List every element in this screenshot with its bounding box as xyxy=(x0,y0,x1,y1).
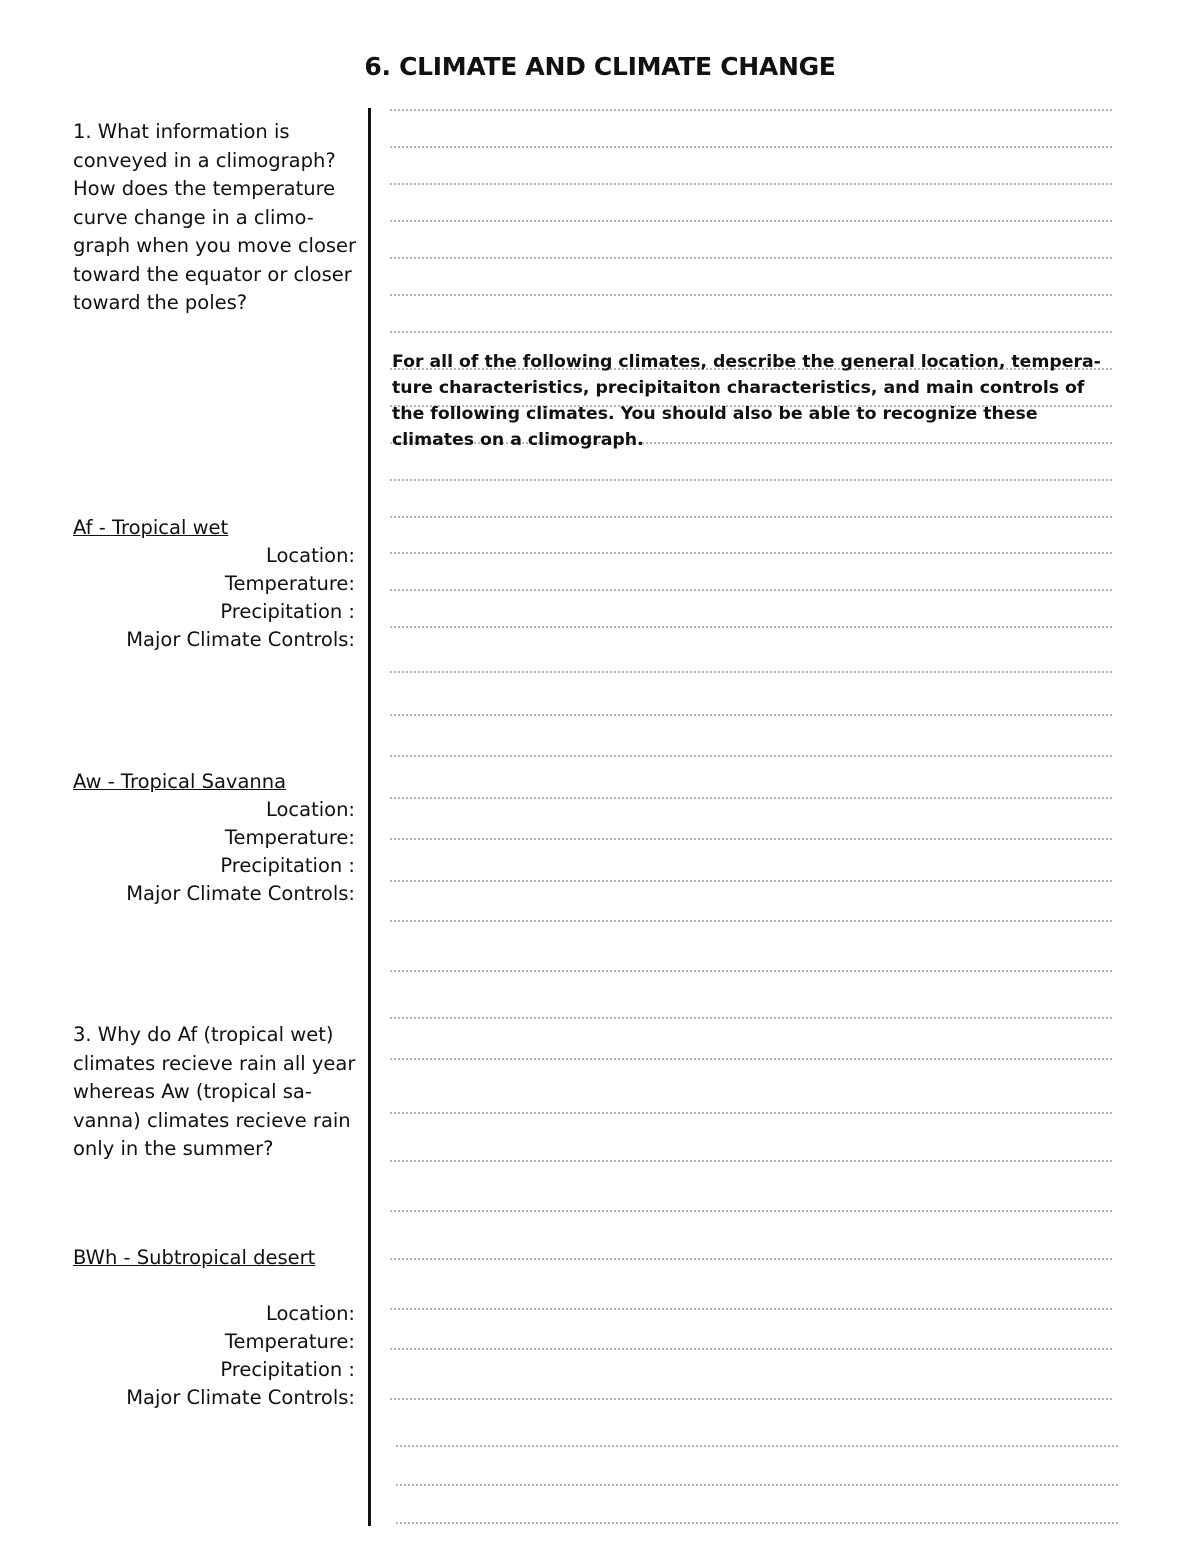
question-3: 3. Why do Af (tropical wet) climates recieve rain all year whereas Aw (tropical sa-vanna) climates recieve rain only in the summer? xyxy=(73,1023,356,1160)
climate-heading-af: Af - Tropical wet xyxy=(73,516,229,539)
aw-controls-label: Major Climate Controls: xyxy=(126,882,355,905)
answer-line xyxy=(390,257,1112,259)
answer-line xyxy=(396,1522,1118,1524)
question-1: 1. What information is conveyed in a climograph? How does the temperature curve change in a climo-graph when you move closer toward the equator or closer toward the poles? xyxy=(73,120,357,314)
answer-line xyxy=(390,1398,1112,1400)
climate-heading-bwh: BWh - Subtropical desert xyxy=(73,1246,316,1269)
answer-line xyxy=(390,516,1112,518)
climate-heading-aw: Aw - Tropical Savanna xyxy=(73,770,287,793)
answer-line xyxy=(390,1348,1112,1350)
answer-line xyxy=(390,1017,1112,1019)
answer-line xyxy=(390,797,1112,799)
answer-line xyxy=(390,294,1112,296)
af-controls-label: Major Climate Controls: xyxy=(126,628,355,651)
answer-line xyxy=(390,1308,1112,1310)
af-location-label: Location: xyxy=(265,544,355,567)
aw-temperature-label: Temperature: xyxy=(224,826,355,849)
answer-line xyxy=(390,552,1112,554)
answer-line xyxy=(396,1484,1118,1486)
answer-line xyxy=(390,1210,1112,1212)
answer-line xyxy=(390,920,1112,922)
answer-line xyxy=(396,1445,1118,1447)
answer-line xyxy=(390,626,1112,628)
answer-line xyxy=(390,1112,1112,1114)
answer-line xyxy=(390,714,1112,716)
answer-line xyxy=(390,970,1112,972)
answer-line xyxy=(390,220,1112,222)
answer-line xyxy=(390,1058,1112,1060)
bwh-precipitation-label: Precipitation : xyxy=(220,1358,355,1381)
af-temperature-label: Temperature: xyxy=(224,572,355,595)
aw-precipitation-label: Precipitation : xyxy=(220,854,355,877)
answer-line xyxy=(390,880,1112,882)
answer-line xyxy=(390,671,1112,673)
bwh-location-label: Location: xyxy=(265,1302,355,1325)
answer-line xyxy=(390,1258,1112,1260)
answer-line xyxy=(390,755,1112,757)
answer-line xyxy=(390,331,1112,333)
answer-line xyxy=(390,589,1112,591)
bwh-controls-label: Major Climate Controls: xyxy=(126,1386,355,1409)
answer-line xyxy=(390,183,1112,185)
instructions: For all of the following climates, describe the general location, tempera-ture characteristics, precipitaiton characteristics, and main controls of the following climates. You should also be able to recognize these climates on a climograph. xyxy=(392,352,1101,450)
answer-line xyxy=(390,1160,1112,1162)
answer-line xyxy=(390,838,1112,840)
column-divider xyxy=(368,108,371,1526)
af-precipitation-label: Precipitation : xyxy=(220,600,355,623)
answer-line xyxy=(390,479,1112,481)
page-title: 6. CLIMATE AND CLIMATE CHANGE xyxy=(364,52,836,81)
bwh-temperature-label: Temperature: xyxy=(224,1330,355,1353)
answer-line xyxy=(390,146,1112,148)
aw-location-label: Location: xyxy=(265,798,355,821)
answer-line xyxy=(390,109,1112,111)
